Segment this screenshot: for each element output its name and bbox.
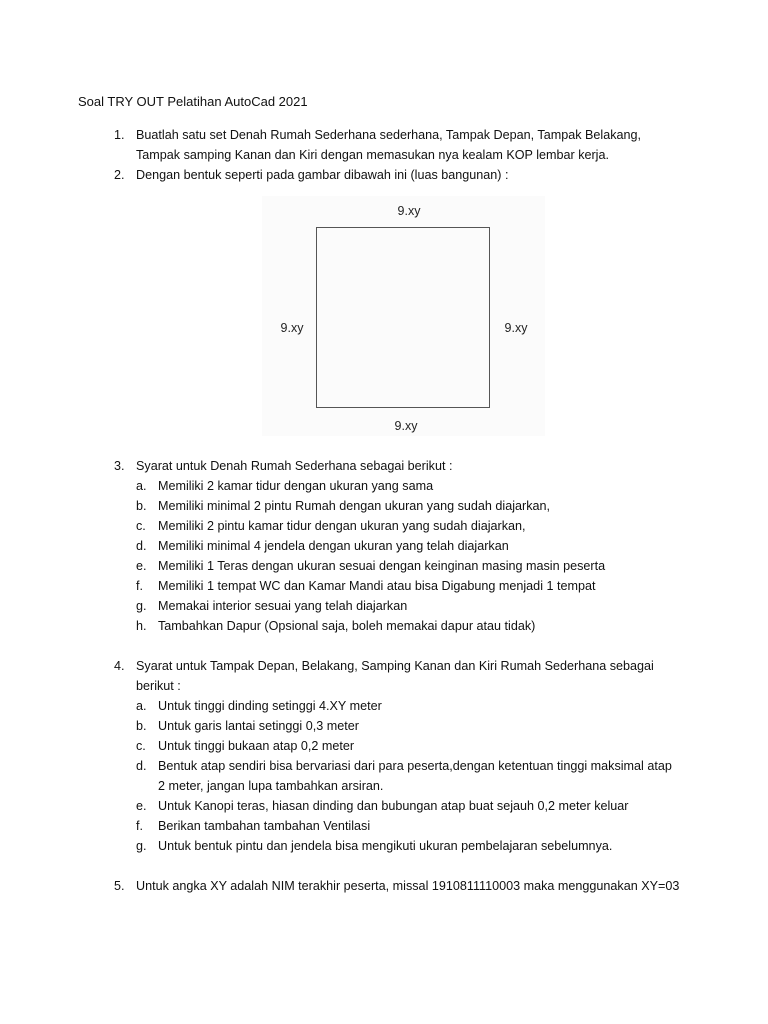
- list-item-letter: c.: [136, 739, 146, 753]
- dimension-label-top: 9.xy: [397, 204, 421, 218]
- list-item-letter: b.: [136, 499, 147, 513]
- square-plan-svg: [262, 196, 545, 436]
- question-text: Syarat untuk Denah Rumah Sederhana sebagai berikut :: [136, 459, 453, 473]
- list-item-letter: g.: [136, 839, 147, 853]
- building-outline: [317, 228, 490, 408]
- question-text-line-1: Buatlah satu set Denah Rumah Sederhana sederhana, Tampak Depan, Tampak Belakang,: [136, 128, 642, 142]
- list-item-letter: a.: [136, 479, 147, 493]
- dimension-label-bottom: 9.xy: [394, 419, 418, 433]
- list-item-letter: d.: [136, 759, 147, 773]
- list-item-text: Untuk Kanopi teras, hiasan dinding dan bubungan atap buat sejauh 0,2 meter keluar: [158, 799, 629, 813]
- list-item-text: Memiliki minimal 4 jendela dengan ukuran yang telah diajarkan: [158, 539, 509, 553]
- question-text: Dengan bentuk seperti pada gambar dibawah ini (luas bangunan) :: [136, 168, 509, 182]
- list-item-text: Untuk bentuk pintu dan jendela bisa mengikuti ukuran pembelajaran sebelumnya.: [158, 839, 613, 853]
- question-number: 4.: [114, 659, 125, 673]
- list-item-text: Bentuk atap sendiri bisa bervariasi dari para peserta,dengan ketentuan tinggi maksimal atap: [158, 759, 672, 773]
- list-item-letter: d.: [136, 539, 147, 553]
- question-number: 5.: [114, 879, 125, 893]
- list-item-letter: b.: [136, 719, 147, 733]
- question-5: [0, 876, 768, 898]
- dimension-label-left: 9.xy: [280, 321, 304, 335]
- list-item-text: Berikan tambahan tambahan Ventilasi: [158, 819, 371, 833]
- list-item-letter: c.: [136, 519, 146, 533]
- question-3: [0, 456, 768, 640]
- question-number: 3.: [114, 459, 125, 473]
- dimension-label-right: 9.xy: [504, 321, 528, 335]
- list-item-text-continued: 2 meter, jangan lupa tambahkan arsiran.: [158, 779, 384, 793]
- list-item-letter: e.: [136, 559, 147, 573]
- question-number: 2.: [114, 168, 125, 182]
- question-2: [0, 165, 768, 187]
- list-item-letter: h.: [136, 619, 147, 633]
- page-title: Soal TRY OUT Pelatihan AutoCad 2021: [78, 94, 308, 109]
- list-item-text: Tambahkan Dapur (Opsional saja, boleh memakai dapur atau tidak): [158, 619, 536, 633]
- question-4: [0, 656, 768, 860]
- square-plan-figure: [262, 196, 545, 436]
- list-item-text: Untuk tinggi dinding setinggi 4.XY meter: [158, 699, 382, 713]
- question-text-line-1: Syarat untuk Tampak Depan, Belakang, Samping Kanan dan Kiri Rumah Sederhana sebagai: [136, 659, 654, 673]
- list-item-text: Memiliki 2 kamar tidur dengan ukuran yang sama: [158, 479, 434, 493]
- list-item-text: Untuk garis lantai setinggi 0,3 meter: [158, 719, 359, 733]
- list-item-text: Memiliki 2 pintu kamar tidur dengan ukuran yang sudah diajarkan,: [158, 519, 526, 533]
- list-item-text: Untuk tinggi bukaan atap 0,2 meter: [158, 739, 355, 753]
- question-text: Untuk angka XY adalah NIM terakhir peserta, missal 1910811110003 maka menggunakan XY=03: [136, 879, 680, 893]
- question-number: 1.: [114, 128, 125, 142]
- list-item-text: Memiliki 1 Teras dengan ukuran sesuai dengan keinginan masing masin peserta: [158, 559, 606, 573]
- list-item-letter: f.: [136, 819, 143, 833]
- question-text-line-2: berikut :: [136, 679, 181, 693]
- question-text-line-2: Tampak samping Kanan dan Kiri dengan memasukan nya kealam KOP lembar kerja.: [136, 148, 609, 162]
- list-item-text: Memiliki 1 tempat WC dan Kamar Mandi atau bisa Digabung menjadi 1 tempat: [158, 579, 596, 593]
- list-item-letter: g.: [136, 599, 147, 613]
- list-item-letter: a.: [136, 699, 147, 713]
- list-item-letter: f.: [136, 579, 143, 593]
- list-item-text: Memakai interior sesuai yang telah diajarkan: [158, 599, 408, 613]
- question-1: [0, 125, 768, 169]
- list-item-letter: e.: [136, 799, 147, 813]
- list-item-text: Memiliki minimal 2 pintu Rumah dengan ukuran yang sudah diajarkan,: [158, 499, 551, 513]
